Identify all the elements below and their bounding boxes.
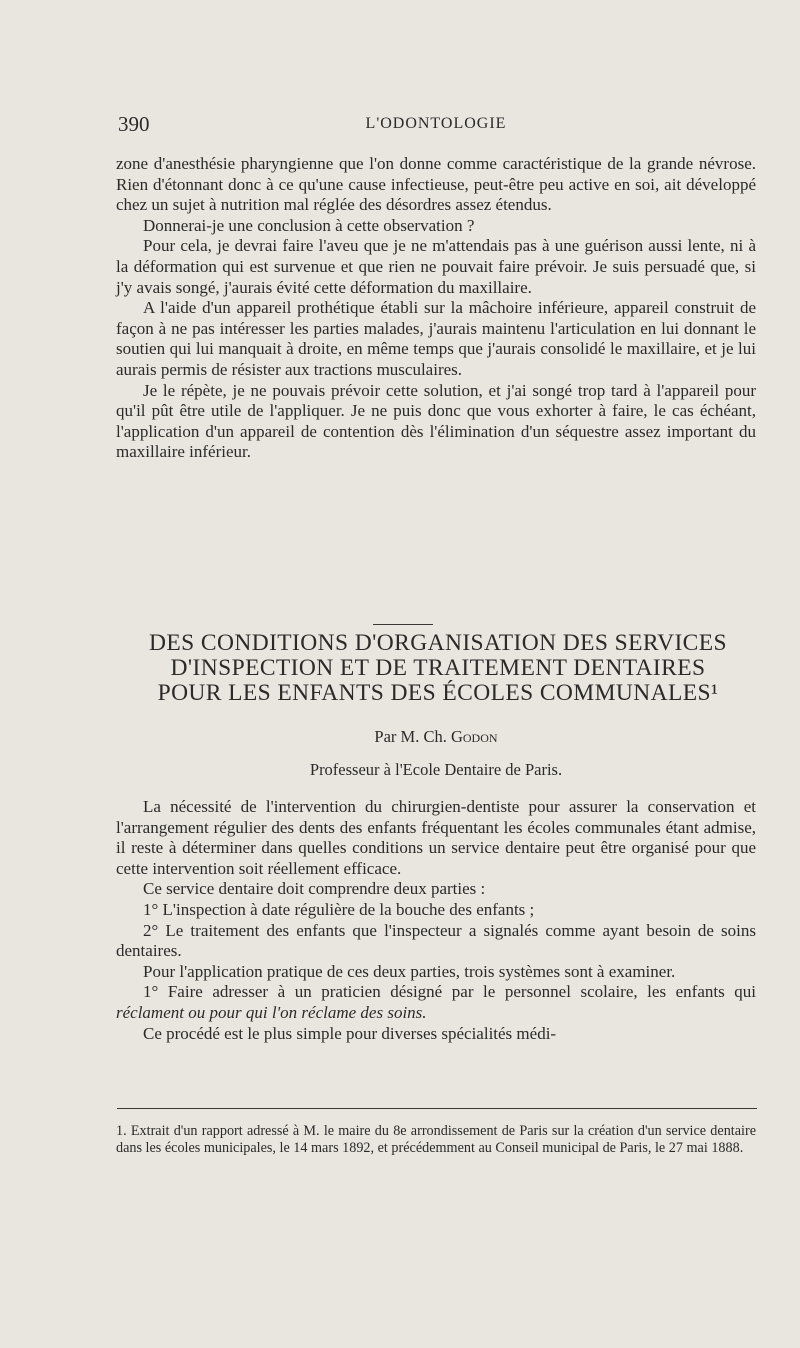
footnote-rule bbox=[117, 1108, 757, 1109]
italic-phrase: réclament ou pour qui l'on réclame des soins. bbox=[116, 1002, 427, 1022]
article-body bbox=[116, 797, 756, 1044]
paragraph: Pour l'application pratique de ces deux parties, trois systèmes sont à examiner. bbox=[143, 961, 676, 981]
footnotes bbox=[116, 1123, 756, 1157]
paragraph: Donnerai-je une conclusion à cette observation ? bbox=[143, 215, 475, 235]
paragraph: Je le répète, je ne pouvais prévoir cette solution, et j'ai songé trop tard à l'appareil pour qu'il pût être utile de l'appliquer. Je ne puis donc que vous exhorter à faire, le cas échéant, l'application d'un appareil de contention dès l'élimination d'un séquestre assez important du maxillaire inférieur. bbox=[116, 380, 756, 462]
footnote-mark: ¹ bbox=[710, 680, 719, 706]
running-head bbox=[118, 112, 754, 142]
article-title bbox=[110, 631, 766, 706]
author-affiliation: Professeur à l'Ecole Dentaire de Paris. bbox=[309, 760, 563, 779]
paragraph: zone d'anesthésie pharyngienne que l'on donne comme caractéristique de la grande névrose. Rien d'étonnant donc à ce qu'une cause infectieuse, peut-être peu active en soi, ait développé chez un sujet à nutrition mal réglée des désordres assez étendus. bbox=[116, 154, 756, 215]
paragraph: A l'aide d'un appareil prothétique établi sur la mâchoire inférieure, appareil construit de façon à ne pas intéresser les parties malades, j'aurais maintenu l'articulation en lui donnant le soutien qui lui manquait à droite, en même temps que j'aurais consolidé le maxillaire, et je lui aurais permis de résister aux tractions musculaires. bbox=[116, 298, 756, 379]
paragraph: Ce service dentaire doit comprendre deux parties : bbox=[143, 879, 486, 899]
article-title-line: D'INSPECTION ET DE TRAITEMENT DENTAIRES bbox=[170, 655, 706, 681]
paragraph: 2° Le traitement des enfants que l'inspecteur a signalés comme ayant besoin de soins dentaires. bbox=[116, 920, 756, 961]
author-name: Godon bbox=[450, 727, 498, 746]
section-separator bbox=[373, 624, 433, 625]
paragraph: 1° L'inspection à date régulière de la bouche des enfants ; bbox=[143, 899, 535, 919]
running-title: L'ODONTOLOGIE bbox=[365, 115, 507, 132]
article-title-line: DES CONDITIONS D'ORGANISATION DES SERVICES bbox=[149, 630, 727, 656]
article-title-line: POUR LES ENFANTS DES ÉCOLES COMMUNALES¹ bbox=[157, 680, 719, 706]
page-number: 390 bbox=[118, 112, 150, 136]
article-author bbox=[116, 727, 756, 747]
paragraph: La nécessité de l'intervention du chirurgien-dentiste pour assurer la conservation et l'arrangement régulier des dents des enfants fréquentant les écoles communales étant admise, il reste à déterminer dans quelles conditions un service dentaire peut être organisé pour que cette intervention soit réellement efficace. bbox=[116, 797, 756, 878]
paragraph: Pour cela, je devrai faire l'aveu que je ne m'attendais pas à une guérison aussi lente, ni à la déformation qui est survenue et que rien ne pouvait faire prévoir. Je suis persuadé que, si j'y avais songé, j'aurais évité cette déformation du maxillaire. bbox=[116, 236, 756, 297]
author-prefix: Par M. Ch. bbox=[374, 727, 447, 746]
continued-text bbox=[116, 154, 756, 463]
paragraph: 1° Faire adresser à un praticien désigné par le personnel scolaire, les enfants qui réclament ou pour qui l'on réclame des soins. bbox=[116, 982, 756, 1022]
footnote: 1. Extrait d'un rapport adressé à M. le maire du 8e arrondissement de Paris sur la création d'un service dentaire dans les écoles municipales, le 14 mars 1892, et précédemment au Conseil municipal de Paris, le 27 mai 1888. bbox=[116, 1123, 756, 1156]
paragraph: Ce procédé est le plus simple pour diverses spécialités médi- bbox=[143, 1023, 557, 1043]
